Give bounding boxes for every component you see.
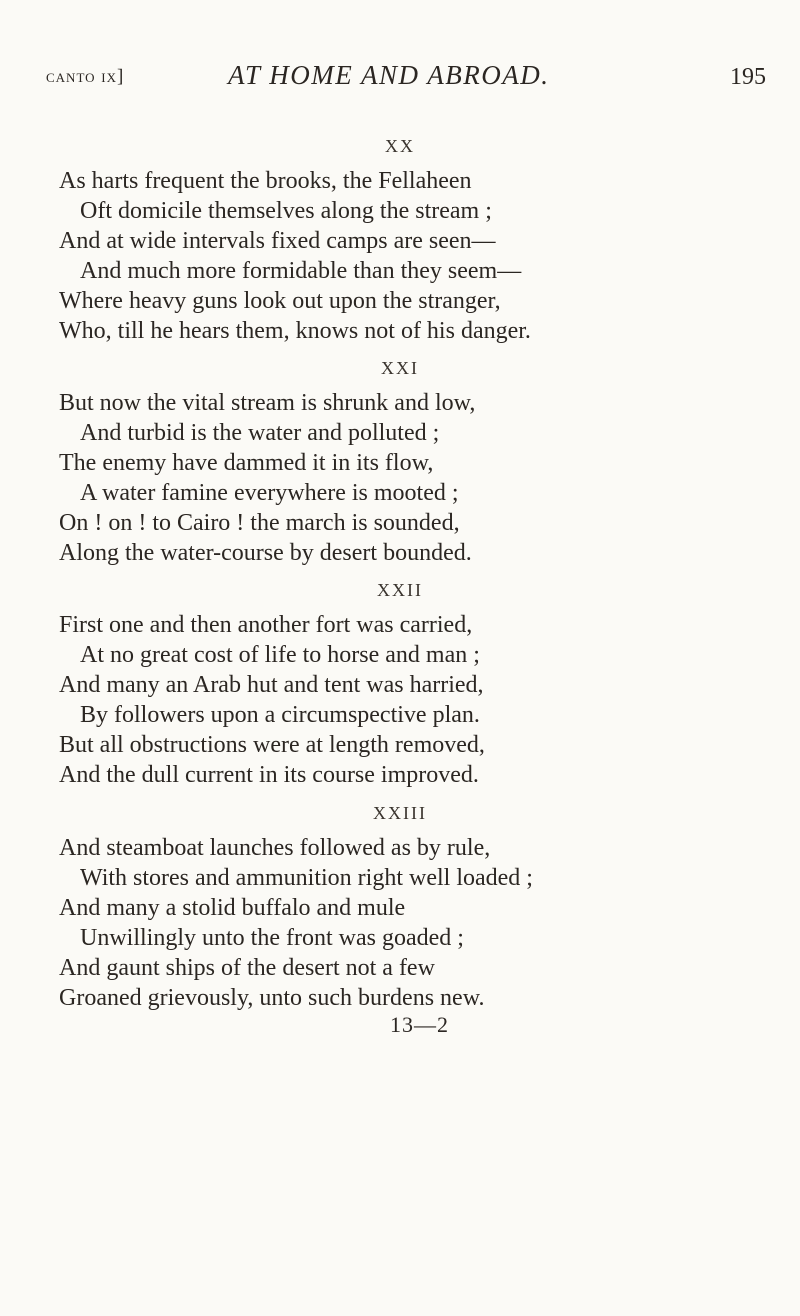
verse-line: A water famine everywhere is mooted ; [80, 480, 459, 506]
stanza-xxii [59, 580, 779, 790]
stanza-xxiii [59, 803, 779, 1013]
verse-line: First one and then another fort was carried, [59, 612, 473, 638]
verse-line: Groaned grievously, unto such burdens new. [59, 985, 485, 1011]
verse-line: Oft domicile themselves along the stream ; [80, 198, 492, 224]
page-number: 195 [730, 64, 766, 90]
verse-line: On ! on ! to Cairo ! the march is sounded, [59, 510, 460, 536]
stanza-number: XXI [381, 358, 419, 378]
verse-line: And many a stolid buffalo and mule [59, 895, 406, 921]
verse-line: Along the water-course by desert bounded. [59, 540, 472, 566]
stanza-xxi [59, 358, 779, 568]
verse-line: But now the vital stream is shrunk and low, [59, 390, 476, 416]
book-title: AT HOME AND ABROAD. [228, 60, 550, 90]
stanza-number: XXIII [373, 803, 427, 823]
verse-line: And steamboat launches followed as by rule, [59, 835, 491, 861]
verse-line: Who, till he hears them, knows not of his danger. [59, 318, 531, 344]
verse-line: And gaunt ships of the desert not a few [59, 955, 435, 981]
verse-line: Where heavy guns look out upon the stranger, [59, 288, 501, 314]
verse-line: But all obstructions were at length removed, [59, 732, 485, 758]
signature-mark: 13—2 [390, 1012, 449, 1037]
verse-line: As harts frequent the brooks, the Fellaheen [59, 168, 472, 194]
canto-label: canto ix] [46, 66, 125, 87]
verse-line: And turbid is the water and polluted ; [80, 420, 440, 446]
verse-line: And the dull current in its course improved. [59, 762, 479, 788]
verse-line: And much more formidable than they seem— [80, 258, 522, 284]
verse-line: At no great cost of life to horse and man ; [80, 642, 480, 668]
verse-line: Unwillingly unto the front was goaded ; [80, 925, 464, 951]
verse-line: And at wide intervals fixed camps are seen— [59, 228, 496, 254]
verse-line: The enemy have dammed it in its flow, [59, 450, 434, 476]
stanza-number: XXII [377, 580, 423, 600]
verse-line: By followers upon a circumspective plan. [80, 702, 480, 728]
stanza-number: XX [385, 136, 415, 156]
running-head [46, 58, 766, 94]
stanza-xx [59, 136, 779, 346]
verse-line: With stores and ammunition right well loaded ; [80, 865, 533, 891]
verse-line: And many an Arab hut and tent was harried, [59, 672, 484, 698]
